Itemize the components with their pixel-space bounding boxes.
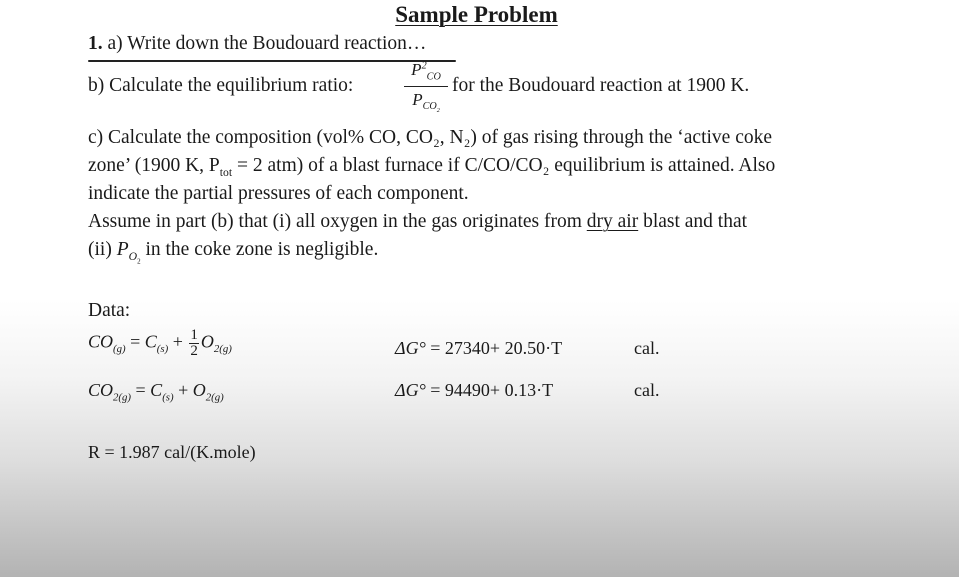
reaction-1-equation: $CO_{(g)} = C_{(s)}$ + $\frac{1}{2}$ $O_{2(g)}$ <box>88 327 232 359</box>
question-1a <box>88 30 426 58</box>
question-1c-line-1: c) Calculate the composition (vol% CO, CO₂, N₂) of gas rising through the ‘active coke <box>88 127 773 148</box>
reaction-1-gibbs: ΔG° = 27340+ 20.50·T <box>395 338 563 358</box>
dry-air-underlined: dry air <box>586 211 639 232</box>
reaction-1-unit: cal. <box>634 338 660 358</box>
assumption-line-2: (ii) $P_{O_2}$ in the coke zone is negligible. <box>88 239 379 266</box>
question-1c-line-3: indicate the partial pressures of each component. <box>88 183 469 204</box>
data-heading: Data: <box>88 300 131 321</box>
one-half-coefficient: $\frac{1}{2}$ <box>190 327 198 359</box>
reaction-2-equation: $CO_{2(g)} = C_{(s)} + O_{2(g)}$ <box>88 380 224 404</box>
reaction-2-unit: cal. <box>634 380 660 400</box>
divider-line <box>88 60 456 62</box>
assumption-line-1: Assume in part (b) that (i) all oxygen in the gas originates from dry air blast and that <box>88 211 748 232</box>
question-1a-text: a) Write down the Boudouard reaction… <box>107 33 427 54</box>
question-1c-line-2: zone’ (1900 K, $P_{tot} = 2$ atm) of a blast furnace if C/CO/CO₂ equilibrium is attained. Also <box>88 155 776 179</box>
fraction-numerator: $P^2_{CO}$ <box>411 60 441 83</box>
fraction-bar <box>404 86 448 87</box>
equilibrium-ratio-fraction <box>402 60 450 118</box>
question-number: 1. <box>88 33 103 54</box>
question-1b-suffix: for the Boudouard reaction at 1900 K. <box>452 75 750 96</box>
page-title: Sample Problem <box>395 2 558 27</box>
reaction-2-gibbs: ΔG° = 94490+ 0.13·T <box>395 380 554 400</box>
fraction-denominator: $P_{CO_2}$ <box>412 90 440 115</box>
gas-constant: R = 1.987 cal/(K.mole) <box>88 442 256 462</box>
question-1b-prefix: b) Calculate the equilibrium ratio: <box>88 75 354 96</box>
